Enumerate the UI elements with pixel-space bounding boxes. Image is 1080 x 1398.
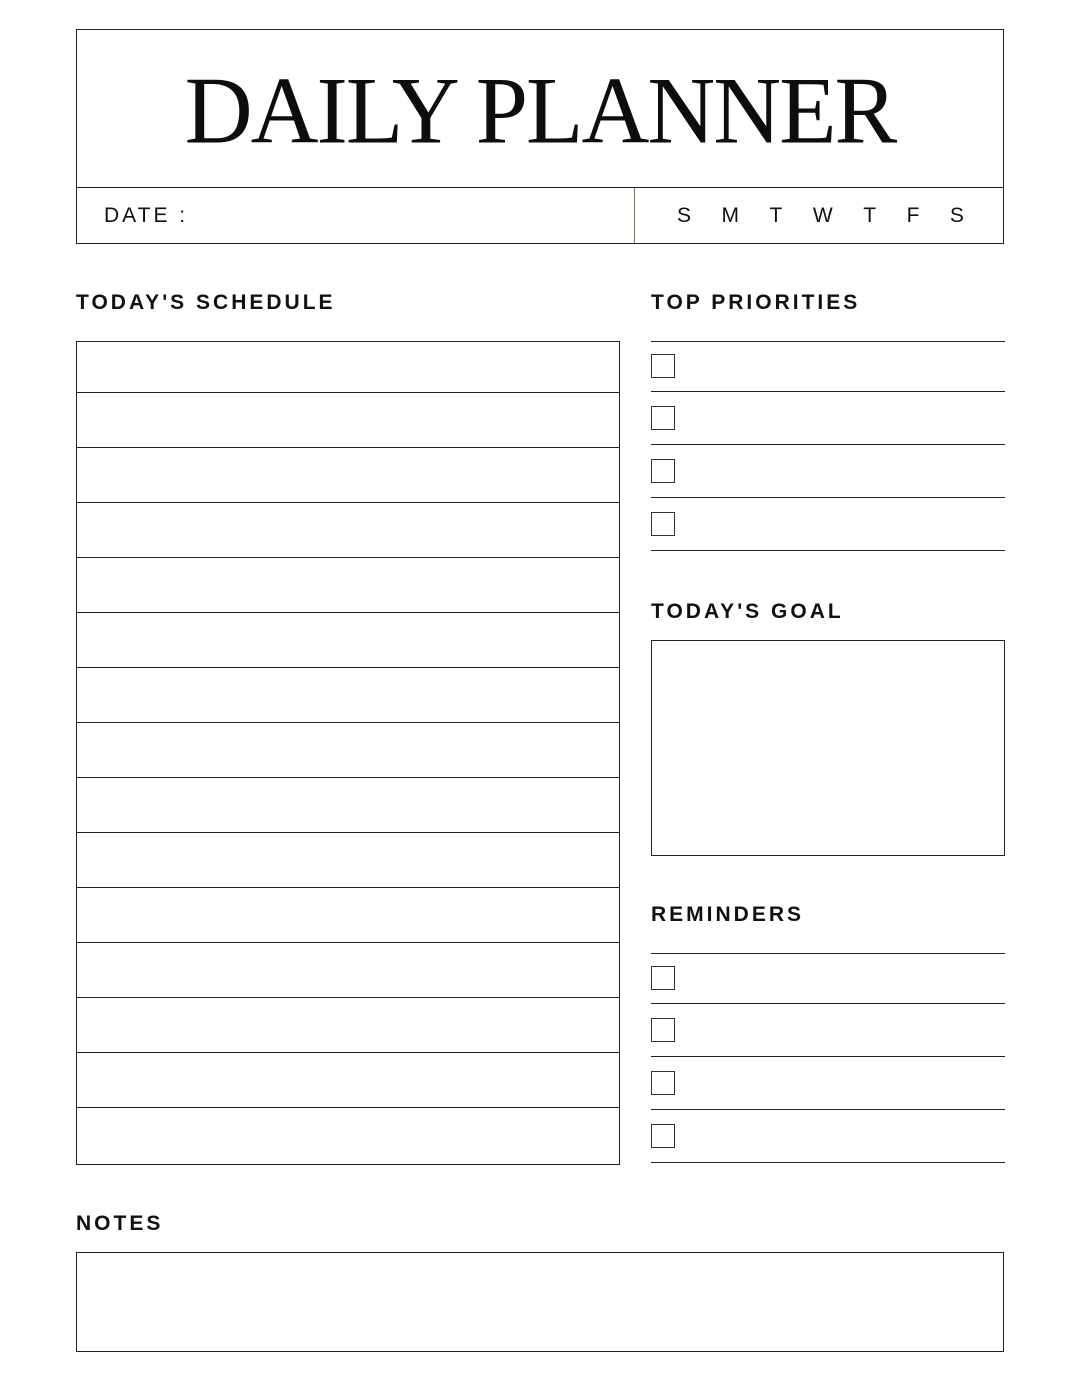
priority-divider — [651, 444, 1005, 445]
schedule-row[interactable] — [77, 943, 619, 998]
schedule-row[interactable] — [77, 613, 619, 668]
reminder-divider — [651, 953, 1005, 954]
priority-checkbox[interactable] — [651, 354, 675, 378]
weekday-wednesday[interactable]: W — [812, 203, 834, 227]
schedule-row[interactable] — [77, 723, 619, 778]
notes-textbox[interactable] — [76, 1252, 1004, 1352]
schedule-heading: TODAY'S SCHEDULE — [76, 291, 336, 314]
page-title: DAILY PLANNER — [184, 57, 896, 164]
goal-heading: TODAY'S GOAL — [651, 600, 844, 623]
schedule-row[interactable] — [77, 558, 619, 613]
reminder-divider — [651, 1162, 1005, 1163]
priority-divider — [651, 550, 1005, 551]
priority-divider — [651, 497, 1005, 498]
reminder-divider — [651, 1109, 1005, 1110]
weekday-sunday[interactable]: S — [677, 203, 693, 227]
schedule-row[interactable] — [77, 448, 619, 503]
schedule-row[interactable] — [77, 503, 619, 558]
weekday-tuesday[interactable]: T — [769, 203, 784, 227]
reminder-divider — [651, 1056, 1005, 1057]
schedule-row[interactable] — [77, 778, 619, 833]
reminder-checkbox[interactable] — [651, 1124, 675, 1148]
reminders-heading: REMINDERS — [651, 903, 805, 926]
schedule-row[interactable] — [77, 1108, 619, 1163]
schedule-row[interactable] — [77, 833, 619, 888]
schedule-row[interactable] — [77, 1053, 619, 1108]
weekday-thursday[interactable]: T — [863, 203, 878, 227]
reminder-checkbox[interactable] — [651, 1018, 675, 1042]
weekday-friday[interactable]: F — [906, 203, 921, 227]
date-label: DATE : — [104, 203, 189, 227]
schedule-row[interactable] — [77, 888, 619, 943]
priority-checkbox[interactable] — [651, 512, 675, 536]
planner-header — [76, 29, 1004, 244]
weekday-saturday[interactable]: S — [949, 203, 965, 227]
date-field[interactable] — [77, 188, 635, 243]
notes-heading: NOTES — [76, 1212, 164, 1235]
schedule-row[interactable] — [77, 668, 619, 723]
goal-textbox[interactable] — [651, 640, 1005, 856]
weekday-selector — [635, 188, 1003, 243]
weekday-monday[interactable]: M — [721, 203, 741, 227]
priority-divider — [651, 341, 1005, 342]
reminder-checkbox[interactable] — [651, 1071, 675, 1095]
schedule-row[interactable] — [77, 998, 619, 1053]
priority-checkbox[interactable] — [651, 459, 675, 483]
priority-divider — [651, 391, 1005, 392]
title-area — [77, 30, 1003, 188]
schedule-table — [76, 341, 620, 1165]
schedule-row[interactable] — [77, 393, 619, 448]
schedule-row[interactable] — [77, 342, 619, 393]
reminder-divider — [651, 1003, 1005, 1004]
reminder-checkbox[interactable] — [651, 966, 675, 990]
priority-checkbox[interactable] — [651, 406, 675, 430]
priorities-heading: TOP PRIORITIES — [651, 291, 861, 314]
